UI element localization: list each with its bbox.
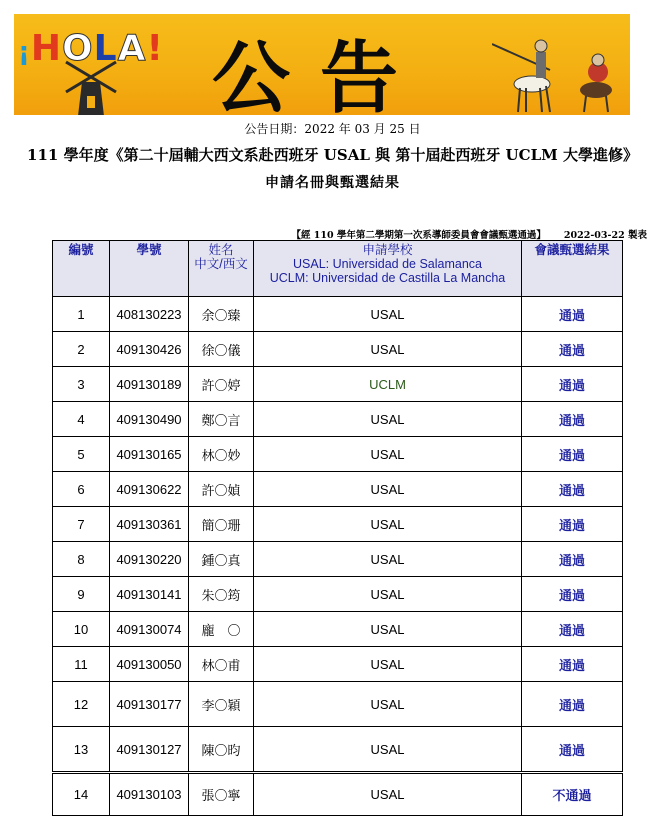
row-result: 通過	[522, 367, 623, 402]
row-name: 許〇婷	[189, 367, 254, 402]
announcement-date: 公告日期：2022 年 03 月 25 日	[244, 122, 421, 136]
row-student-id: 409130050	[110, 647, 189, 682]
row-no: 6	[53, 472, 110, 507]
row-result: 通過	[522, 402, 623, 437]
row-name: 許〇媜	[189, 472, 254, 507]
row-no: 11	[53, 647, 110, 682]
banner-title: 公告	[212, 33, 429, 115]
table-row	[53, 507, 623, 542]
table-header-row	[53, 241, 623, 297]
table-row	[53, 682, 623, 727]
table-row	[53, 773, 623, 816]
row-no: 3	[53, 367, 110, 402]
table-row	[53, 472, 623, 507]
header-no: 編號	[53, 241, 110, 297]
row-student-id: 409130127	[110, 727, 189, 773]
hola-letter: A	[117, 28, 147, 69]
table-row	[53, 577, 623, 612]
row-no: 7	[53, 507, 110, 542]
row-name: 陳〇昀	[189, 727, 254, 773]
row-name: 簡〇珊	[189, 507, 254, 542]
row-school: USAL	[254, 577, 522, 612]
row-no: 1	[53, 297, 110, 332]
row-name: 林〇甫	[189, 647, 254, 682]
row-student-id: 409130141	[110, 577, 189, 612]
row-student-id: 409130622	[110, 472, 189, 507]
row-no: 9	[53, 577, 110, 612]
row-result: 通過	[522, 577, 623, 612]
row-no: 12	[53, 682, 110, 727]
row-name: 徐〇儀	[189, 332, 254, 367]
header-name-line1: 姓名	[208, 243, 234, 257]
row-result: 通過	[522, 612, 623, 647]
row-school: USAL	[254, 332, 522, 367]
row-student-id: 409130361	[110, 507, 189, 542]
windmill-icon	[56, 52, 126, 115]
header-school-line1: 申請學校	[362, 243, 413, 257]
row-student-id: 409130103	[110, 773, 189, 816]
table-row	[53, 297, 623, 332]
row-school: USAL	[254, 727, 522, 773]
row-school: USAL	[254, 682, 522, 727]
header-school-line2: USAL: Universidad de Salamanca	[293, 257, 482, 271]
row-name: 龐 〇	[189, 612, 254, 647]
row-result: 通過	[522, 647, 623, 682]
row-result: 通過	[522, 332, 623, 367]
header-school-line3: UCLM: Universidad de Castilla La Mancha	[269, 271, 506, 285]
row-no: 2	[53, 332, 110, 367]
row-school: USAL	[254, 297, 522, 332]
hola-letter: H	[30, 28, 62, 69]
row-school: USAL	[254, 507, 522, 542]
row-result: 通過	[522, 472, 623, 507]
row-student-id: 409130189	[110, 367, 189, 402]
row-result: 通過	[522, 727, 623, 773]
row-result: 通過	[522, 297, 623, 332]
banner	[14, 14, 630, 115]
row-school: USAL	[254, 437, 522, 472]
announcement-subtitle: 申請名冊與甄選結果	[265, 175, 400, 191]
hola-letter: ¡	[18, 37, 31, 67]
row-no: 14	[53, 773, 110, 816]
row-result: 通過	[522, 437, 623, 472]
table-row	[53, 612, 623, 647]
table-row	[53, 437, 623, 472]
header-name	[189, 241, 254, 297]
row-result: 通過	[522, 682, 623, 727]
table-row	[53, 332, 623, 367]
row-school: USAL	[254, 472, 522, 507]
row-school: UCLM	[254, 367, 522, 402]
row-name: 林〇妙	[189, 437, 254, 472]
row-student-id: 409130165	[110, 437, 189, 472]
row-school: USAL	[254, 647, 522, 682]
row-school: USAL	[254, 612, 522, 647]
row-student-id: 409130220	[110, 542, 189, 577]
announcement-title: 111 學年度《第二十屆輔大西文系赴西班牙 USAL 與 第十屆赴西班牙 UCLM 大學進修》	[27, 146, 638, 164]
row-name: 余〇臻	[189, 297, 254, 332]
header-student-id: 學號	[110, 241, 189, 297]
row-result: 通過	[522, 542, 623, 577]
row-name: 朱〇筠	[189, 577, 254, 612]
table-row	[53, 647, 623, 682]
row-name: 張〇寧	[189, 773, 254, 816]
row-school: USAL	[254, 402, 522, 437]
row-name: 鄭〇言	[189, 402, 254, 437]
don-quixote-icon	[492, 26, 627, 114]
row-result: 不通過	[522, 773, 623, 816]
row-name: 鍾〇真	[189, 542, 254, 577]
row-student-id: 409130177	[110, 682, 189, 727]
row-no: 8	[53, 542, 110, 577]
prepared-date: 2022-03-22 製表	[563, 230, 647, 241]
hola-letter: L	[93, 28, 118, 69]
table-row	[53, 542, 623, 577]
row-student-id: 408130223	[110, 297, 189, 332]
row-no: 13	[53, 727, 110, 773]
row-student-id: 409130426	[110, 332, 189, 367]
row-name: 李〇穎	[189, 682, 254, 727]
hola-letter: !	[146, 28, 164, 69]
table-row	[53, 367, 623, 402]
table-row	[53, 727, 623, 773]
row-no: 10	[53, 612, 110, 647]
header-school	[254, 241, 522, 297]
row-student-id: 409130490	[110, 402, 189, 437]
row-school: USAL	[254, 773, 522, 816]
header-result: 會議甄選結果	[522, 241, 623, 297]
header-name-line2: 中文/西文	[194, 257, 248, 271]
meeting-approval-note: 【經 110 學年第二學期第一次系導師委員會會議甄選通過】	[291, 230, 546, 241]
meeting-note	[291, 227, 647, 241]
row-no: 4	[53, 402, 110, 437]
result-table	[52, 240, 623, 816]
row-school: USAL	[254, 542, 522, 577]
hola-letter: O	[62, 28, 94, 69]
row-result: 通過	[522, 507, 623, 542]
row-student-id: 409130074	[110, 612, 189, 647]
row-no: 5	[53, 437, 110, 472]
table-row	[53, 402, 623, 437]
